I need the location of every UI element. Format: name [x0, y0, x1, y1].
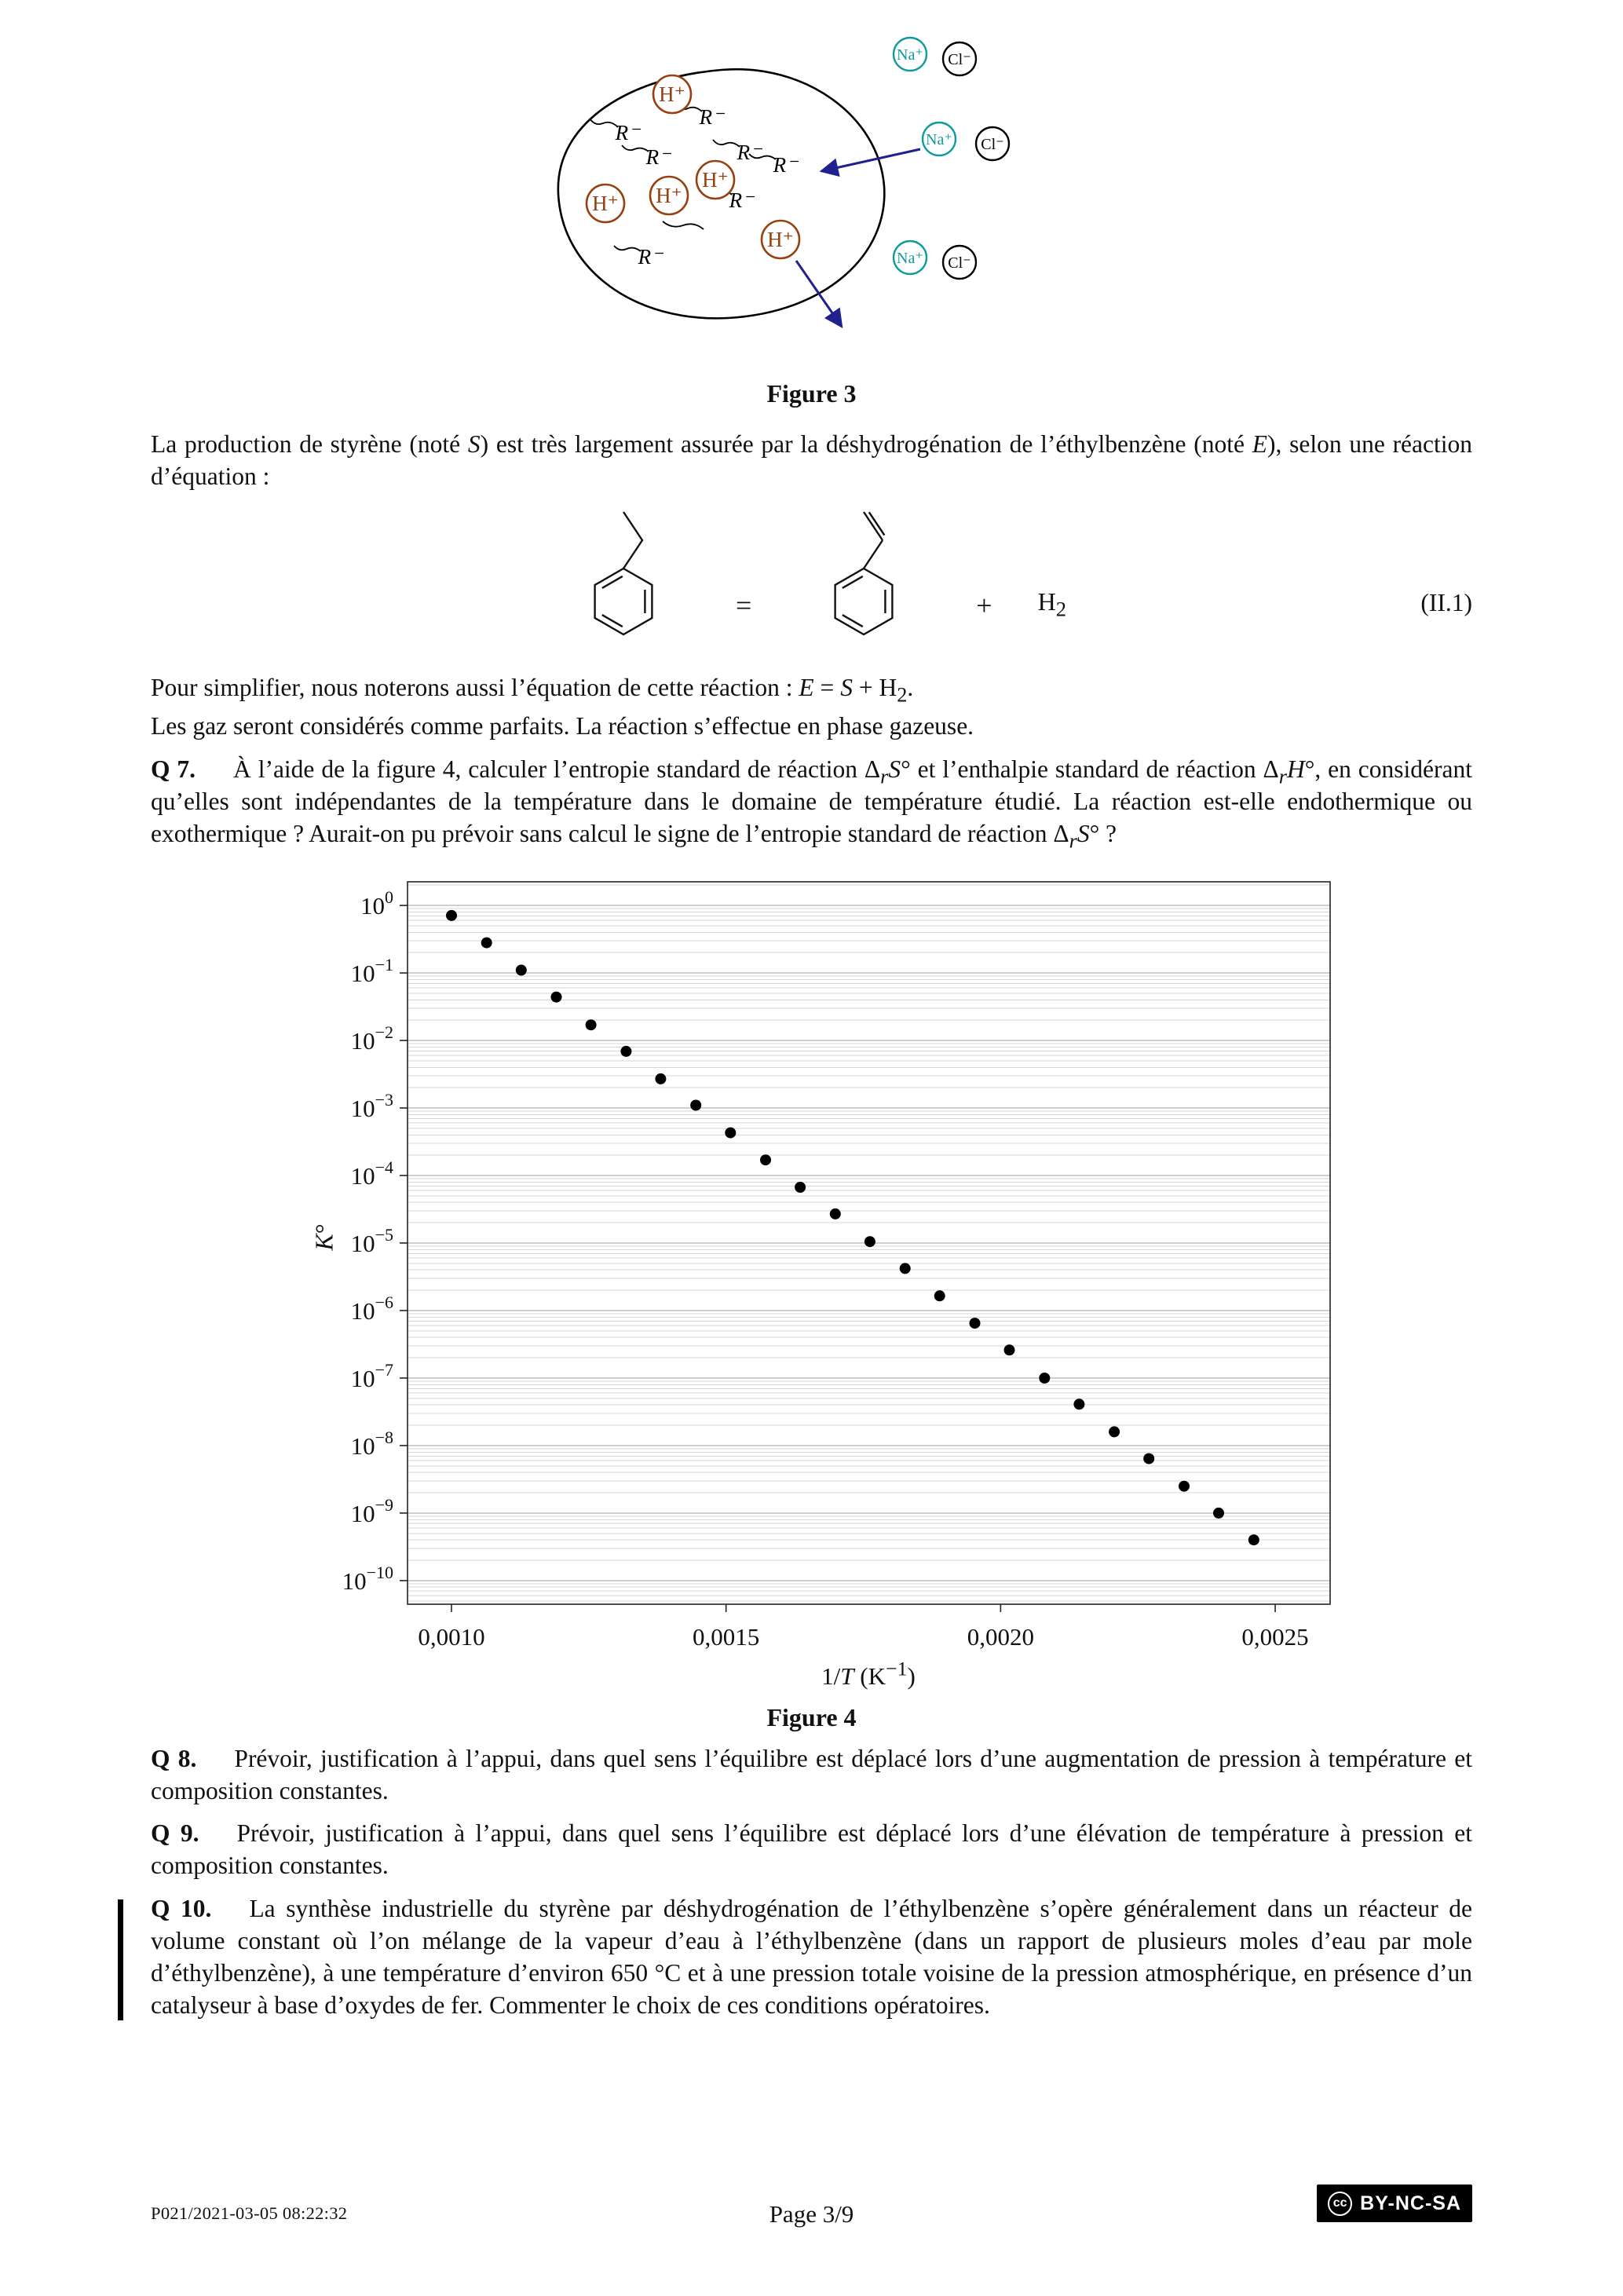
svg-text:H⁺: H⁺ — [658, 82, 685, 106]
question-q7 — [151, 754, 1472, 850]
svg-text:10−3: $10^{-3}$ — [350, 1089, 393, 1122]
question-q8-text: Prévoir, justification à l’appui, dans quel sens l’équilibre est déplacé lors d’une augmentation de pression à température et composition constantes. — [151, 1744, 1472, 1804]
svg-text:Cl⁻: Cl⁻ — [980, 136, 1004, 153]
intro-paragraph-2: Pour simplifier, nous noterons aussi l’équation de cette réaction : $E = S + H_2$. — [151, 673, 914, 707]
question-q9-label: Q 9. — [151, 1819, 199, 1848]
svg-text:Cl⁻: Cl⁻ — [947, 254, 971, 272]
figure3-caption: Figure 3 — [766, 379, 857, 408]
data-point — [934, 1290, 945, 1301]
svg-text:10−10: $10^{-10}$ — [342, 1562, 393, 1595]
svg-text:10−1: $10^{-1}$ — [350, 954, 393, 987]
question-q8 — [151, 1743, 1472, 1808]
svg-text:H⁺: H⁺ — [766, 228, 794, 251]
svg-text:Cl⁻: Cl⁻ — [947, 51, 971, 68]
svg-text:0,0015: 0,0015 — [692, 1622, 759, 1651]
intro-paragraph-1: La production de styrène (noté S) est très largement assurée par la déshydrogénation de l’éthylbenzène (noté E), selon une réaction d’équation : — [151, 430, 1473, 490]
data-point — [899, 1263, 910, 1274]
svg-text:10−9: $10^{-9}$ — [350, 1494, 393, 1527]
cc-logo-icon: cc — [1328, 2192, 1352, 2216]
data-point — [690, 1099, 701, 1110]
figure4 — [151, 868, 1472, 1732]
data-point — [1143, 1453, 1154, 1464]
h-release-arrow — [796, 261, 842, 327]
figure4-xlabel: 1/T $(K^{-1})$ — [821, 1657, 916, 1690]
intro-paragraph-3: Les gaz seront considérés comme parfaits. La réaction s’effectue en phase gazeuse. — [151, 711, 974, 740]
data-point — [829, 1208, 840, 1219]
svg-text:Na⁺: Na⁺ — [896, 250, 923, 267]
svg-text:0,0010: 0,0010 — [417, 1622, 485, 1651]
svg-text:Na⁺: Na⁺ — [925, 131, 952, 148]
data-point — [620, 1045, 631, 1056]
svg-text:R⁻: R⁻ — [638, 245, 662, 269]
ethylbenzene-structure — [557, 507, 690, 642]
svg-text:10−5: $10^{-5}$ — [350, 1224, 393, 1257]
svg-text:H⁺: H⁺ — [591, 192, 619, 215]
data-point — [1073, 1398, 1084, 1409]
na-plus-ion-circles — [894, 38, 956, 274]
data-points — [446, 909, 1259, 1545]
h2-formula: $H_2$ — [1037, 587, 1067, 621]
question-q9 — [151, 1818, 1472, 1882]
question-q10-label: Q 10. — [151, 1895, 212, 1923]
data-point — [1179, 1480, 1190, 1491]
question-q7-label: Q 7. — [151, 755, 196, 783]
svg-text:0,0020: 0,0020 — [967, 1622, 1034, 1651]
svg-text:10−2: $10^{-2}$ — [350, 1022, 393, 1055]
svg-text:R⁻: R⁻ — [699, 105, 723, 129]
data-point — [585, 1019, 596, 1030]
data-point — [1213, 1507, 1224, 1518]
data-point — [864, 1236, 875, 1247]
question-q9-text: Prévoir, justification à l’appui, dans quel sens l’équilibre est déplacé lors d’une élévation de température à pression et composition constantes. — [151, 1819, 1472, 1880]
svg-text:10−6: $10^{-6}$ — [350, 1292, 393, 1325]
svg-text:R⁻: R⁻ — [645, 145, 670, 169]
styrene-structure — [797, 507, 930, 642]
question-q8-label: Q 8. — [151, 1744, 197, 1772]
svg-text:H⁺: H⁺ — [655, 184, 682, 207]
cc-license-badge — [1317, 2184, 1472, 2222]
question-q10 — [151, 1893, 1472, 2022]
cc-license-label: BY-NC-SA — [1360, 2192, 1461, 2214]
page-footer — [151, 2181, 1472, 2230]
document-id: P021/2021-03-05 08:22:32 — [151, 2203, 348, 2223]
svg-text:10−4: $10^{-4}$ — [350, 1157, 393, 1190]
question-q7-text: À l’aide de la figure 4, calculer l’entropie standard de réaction $\Delta_rS^\circ$ et l’enthalpie standard de réaction $\Delta_rH^\circ$, en considérant qu’elles sont indépendantes de la température dans le domaine de température étudié. La réaction est-elle endothermique ou exothermique ? Aurait-on pu prévoir sans calcul le signe de l’entropie standard de réaction $\Delta_rS^\circ$ ? — [151, 755, 1472, 852]
data-point — [1248, 1534, 1259, 1545]
svg-text:R⁻: R⁻ — [729, 188, 753, 212]
tick-labels — [342, 887, 1308, 1651]
data-point — [795, 1182, 806, 1193]
data-point — [725, 1127, 736, 1138]
svg-text:Na⁺: Na⁺ — [896, 46, 923, 64]
equals-sign: = — [735, 589, 752, 621]
plus-sign: + — [976, 589, 992, 621]
figure4-chart — [262, 868, 1362, 1661]
figure4-ylabel: K° — [309, 1223, 338, 1251]
data-point — [969, 1318, 980, 1329]
svg-text:R⁻: R⁻ — [773, 153, 797, 177]
data-point — [515, 964, 526, 975]
axes — [400, 882, 1330, 1612]
svg-text:10−8: $10^{-8}$ — [350, 1427, 393, 1460]
equation-number: (II.1) — [1420, 588, 1472, 616]
na-exchange-arrow — [821, 149, 920, 171]
question-q10-text: La synthèse industrielle du styrène par déshydrogénation de l’éthylbenzène s’opère généralement dans un réacteur de volume constant où l’on mélange de la vapeur d’eau à l’éthylbenzène (dans un rapport de plusieurs moles d’eau par mole d’éthylbenzène), à une température d’environ 650 °C et à une pression totale voisine de la pression atmosphérique, en présence d’un catalyseur à base d’oxydes de fer. Commenter le choix de ces conditions opératoires. — [151, 1895, 1472, 2020]
figure3-drawing — [545, 33, 1079, 363]
data-point — [1039, 1373, 1050, 1384]
svg-text:H⁺: H⁺ — [701, 168, 729, 192]
figure3 — [151, 33, 1472, 408]
data-point — [446, 909, 457, 920]
svg-text:R⁻: R⁻ — [737, 141, 761, 164]
data-point — [550, 991, 561, 1002]
data-point — [481, 937, 492, 948]
figure4-caption: Figure 4 — [766, 1702, 857, 1731]
cl-minus-ion-labels — [948, 51, 1003, 272]
svg-text:100: $10^0$ — [360, 887, 393, 919]
na-plus-ion-labels — [897, 46, 952, 267]
svg-text:10−7: $10^{-7}$ — [350, 1359, 393, 1392]
svg-text:R⁻: R⁻ — [615, 121, 639, 144]
page-number: Page 3/9 — [769, 2200, 854, 2228]
data-point — [1003, 1344, 1014, 1355]
cl-minus-ion-circles — [943, 42, 1009, 279]
data-point — [655, 1073, 666, 1084]
data-point — [760, 1154, 771, 1165]
data-point — [1109, 1426, 1120, 1437]
svg-text:0,0025: 0,0025 — [1241, 1622, 1309, 1651]
reaction-equation — [151, 507, 1472, 661]
